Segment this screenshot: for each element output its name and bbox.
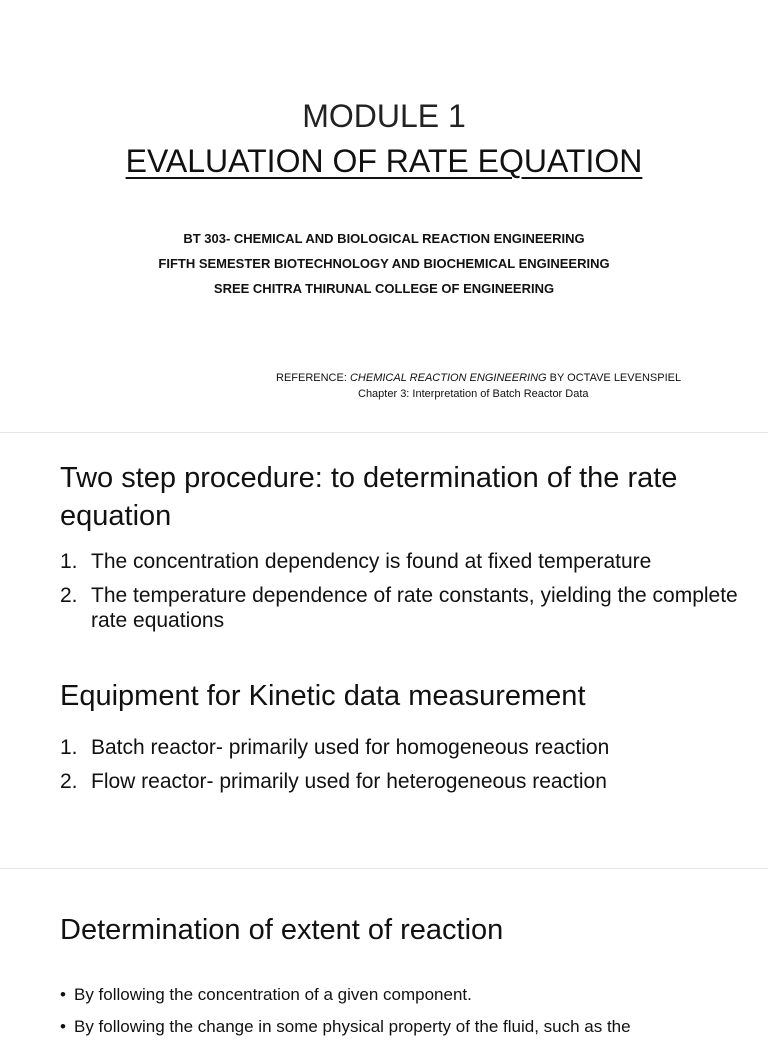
procedure-list [60, 549, 740, 642]
list-item [60, 735, 740, 760]
list-item [60, 769, 740, 794]
reference-block [276, 370, 746, 402]
list-text: By following the concentration of a given component. [74, 985, 472, 1004]
list-text: The concentration dependency is found at fixed temperature [91, 550, 652, 573]
equipment-list [60, 735, 740, 803]
college-line: SREE CHITRA THIRUNAL COLLEGE OF ENGINEERING [213, 281, 555, 296]
procedure-slide [0, 432, 768, 869]
list-number: 1. [60, 550, 78, 573]
title-slide [0, 0, 768, 432]
list-number: 1. [60, 736, 78, 759]
reference-book-title: CHEMICAL REACTION ENGINEERING [349, 372, 547, 384]
module-title: MODULE 1 [302, 98, 466, 134]
list-item [60, 982, 740, 1008]
main-title [0, 140, 768, 182]
list-text: Batch reactor- primarily used for homogeneous reaction [91, 736, 610, 759]
extent-slide [0, 868, 768, 1036]
equipment-heading: Equipment for Kinetic data measurement [60, 680, 586, 712]
extent-bullet-list [60, 982, 740, 1046]
reference-author: BY OCTAVE LEVENSPIEL [546, 372, 682, 384]
course-info [0, 226, 768, 301]
list-item [60, 1014, 740, 1040]
course-code-line: BT 303- CHEMICAL AND BIOLOGICAL REACTION ENGINEERING [183, 231, 585, 246]
main-title-text: EVALUATION OF RATE EQUATION [125, 143, 643, 179]
list-number: 2. [60, 770, 78, 793]
reference-line [276, 370, 746, 386]
reference-prefix: REFERENCE: [276, 372, 350, 384]
extent-heading: Determination of extent of reaction [60, 914, 504, 946]
list-item [60, 549, 740, 574]
list-text: By following the change in some physical property of the fluid, such as the [74, 1017, 631, 1036]
bullet-icon: • [60, 1017, 66, 1036]
bullet-icon: • [60, 985, 66, 1004]
semester-line: FIFTH SEMESTER BIOTECHNOLOGY AND BIOCHEMICAL ENGINEERING [158, 256, 610, 271]
list-text: Flow reactor- primarily used for heterogeneous reaction [91, 770, 607, 793]
procedure-heading: Two step procedure: to determination of the rate equation [60, 462, 678, 532]
reference-chapter: Chapter 3: Interpretation of Batch Reactor Data [358, 388, 589, 400]
list-item [60, 583, 740, 633]
list-number: 2. [60, 584, 78, 607]
list-text: The temperature dependence of rate constants, yielding the complete rate equations [91, 584, 738, 632]
